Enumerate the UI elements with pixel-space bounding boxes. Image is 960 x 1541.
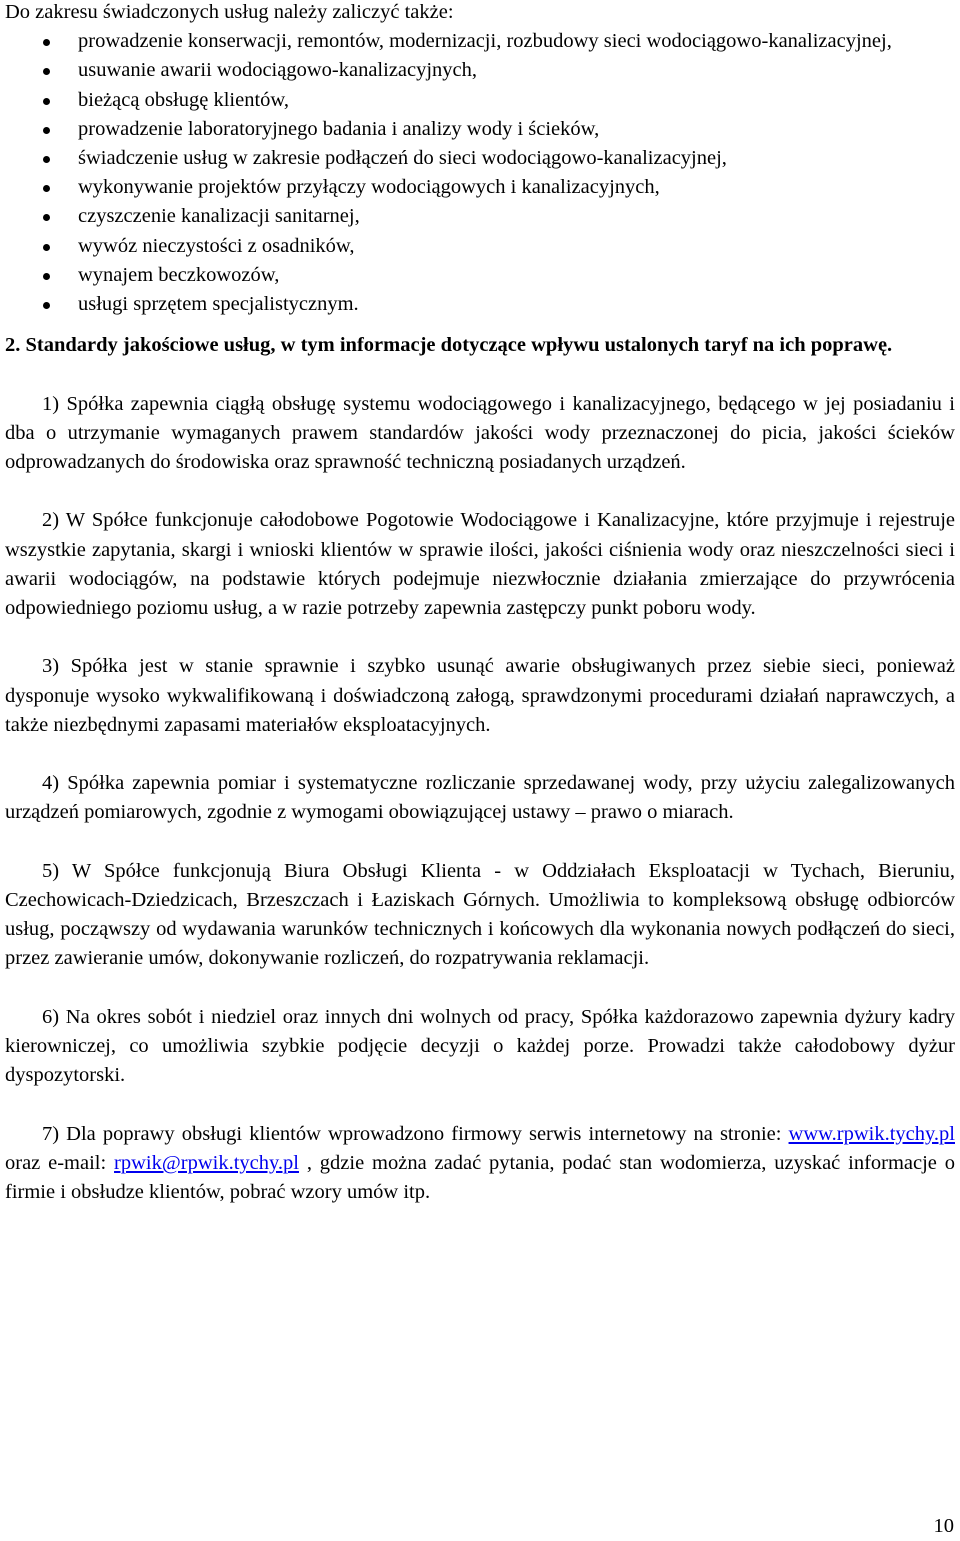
list-item xyxy=(5,115,955,144)
paragraph-1: 1) Spółka zapewnia ciągłą obsługę systemu wodociągowego i kanalizacyjnego, będącego w jej posiadaniu i dba o utrzymanie wymaganych prawem standardów jakości wody przeznaczonej do picia, jakości ścieków odprowadzanych do środowiska oraz sprawność techniczną posiadanych urządzeń. xyxy=(5,392,955,474)
intro-text: Do zakresu świadczonych usług należy zaliczyć także: xyxy=(5,1,454,23)
list-item-text: prowadzenie konserwacji, remontów, modernizacji, rozbudowy sieci wodociągowo-kanalizacyjnej, xyxy=(78,30,892,53)
bullet-icon xyxy=(43,127,50,134)
bullet-icon xyxy=(43,273,50,280)
paragraph-3: 3) Spółka jest w stanie sprawnie i szybko usunąć awarie obsługiwanych przez siebie sieci, ponieważ dysponuje wysoko wykwalifikowaną i doświadczoną załogą, sprawdzonymi procedurami działań naprawczych, a także niezbędnymi zapasami materiałów eksploatacyjnych. xyxy=(5,655,955,736)
list-item-text: wywóz nieczystości z osadników, xyxy=(78,234,355,257)
paragraph-7-text: 7) Dla poprawy obsługi klientów wprowadzono firmowy serwis internetowy na stronie: xyxy=(42,1122,789,1145)
services-list xyxy=(5,27,955,319)
bullet-icon xyxy=(43,39,50,46)
list-item xyxy=(5,56,955,85)
list-item xyxy=(5,86,955,115)
list-item-text: wykonywanie projektów przyłączy wodociągowych i kanalizacyjnych, xyxy=(78,176,660,199)
list-item xyxy=(5,144,955,173)
bullet-icon xyxy=(43,156,50,163)
list-item-text: usuwanie awarii wodociągowo-kanalizacyjnych, xyxy=(78,59,478,82)
paragraph-7 xyxy=(5,1120,955,1208)
paragraph-6: 6) Na okres sobót i niedziel oraz innych dni wolnych od pracy, Spółka każdorazowo zapewnia dyżury kadry kierowniczej, co umożliwia szybkie podjęcie decyzji o każdej porze. Prowadzi także całodobowy dyżur dyspozytorski. xyxy=(5,1005,955,1087)
bullet-icon xyxy=(43,68,50,75)
list-item xyxy=(5,261,955,290)
bullet-icon xyxy=(43,214,50,221)
list-item-text: wynajem beczkowozów, xyxy=(78,263,280,286)
paragraph-4: 4) Spółka zapewnia pomiar i systematyczne rozliczanie sprzedawanej wody, przy użyciu zalegalizowanych urządzeń pomiarowych, zgodnie z wymogami obowiązującej ustawy – prawo o miarach. xyxy=(5,772,955,824)
bullet-icon xyxy=(43,185,50,192)
bullet-icon xyxy=(43,302,50,309)
paragraph-5: 5) W Spółce funkcjonują Biura Obsługi Klienta - w Oddziałach Eksploatacji w Tychach, Bieruniu, Czechowicach-Dziedzicach, Brzeszczach i Łaziskach Górnych. Umożliwia to kompleksową obsługę odbiorców usług, począwszy od wydawania warunków technicznych i końcowych dla wykonania nowych podłączeń do sieci, przez zawieranie umów, dokonywanie rozliczeń, do rozpatrywania reklamacji. xyxy=(5,859,955,970)
document-page xyxy=(5,0,955,1207)
email-link[interactable]: rpwik@rpwik.tychy.pl xyxy=(114,1151,299,1174)
paragraph-7-text: , gdzie można zadać pytania, podać stan wodomierza, uzyskać informacje o firmie i obsłudze klientów, pobrać wzory umów itp. xyxy=(5,1151,955,1204)
list-item-text: świadczenie usług w zakresie podłączeń do sieci wodociągowo-kanalizacyjnej, xyxy=(78,147,727,170)
website-link[interactable]: www.rpwik.tychy.pl xyxy=(788,1122,955,1145)
list-item xyxy=(5,173,955,202)
section-heading: 2. Standardy jakościowe usług, w tym informacje dotyczące wpływu ustalonych taryf na ich poprawę. xyxy=(5,334,893,357)
page-number: 10 xyxy=(933,1515,954,1537)
list-item-text: usługi sprzętem specjalistycznym. xyxy=(78,293,359,316)
list-item-text: prowadzenie laboratoryjnego badania i analizy wody i ścieków, xyxy=(78,117,600,140)
list-item xyxy=(5,290,955,319)
paragraph-7-text: oraz e-mail: xyxy=(5,1151,115,1174)
paragraph-2: 2) W Spółce funkcjonuje całodobowe Pogotowie Wodociągowe i Kanalizacyjne, które przyjmuje i rejestruje wszystkie zapytania, skargi i wnioski klientów w sprawie ilości, jakości ciśnienia wody oraz nieszczelności sieci i awarii wodociągów, na podstawie których podejmuje niezwłocznie działania zmierzające do przywrócenia odpowiedniego poziomu usług, a w razie potrzeby zapewnia zastępczy punkt poboru wody. xyxy=(5,509,955,620)
list-item xyxy=(5,232,955,261)
bullet-icon xyxy=(43,98,50,105)
bullet-icon xyxy=(43,244,50,251)
list-item-text: czyszczenie kanalizacji sanitarnej, xyxy=(78,205,360,228)
list-item xyxy=(5,202,955,231)
list-item-text: bieżącą obsługę klientów, xyxy=(78,88,289,111)
list-item xyxy=(5,27,955,56)
